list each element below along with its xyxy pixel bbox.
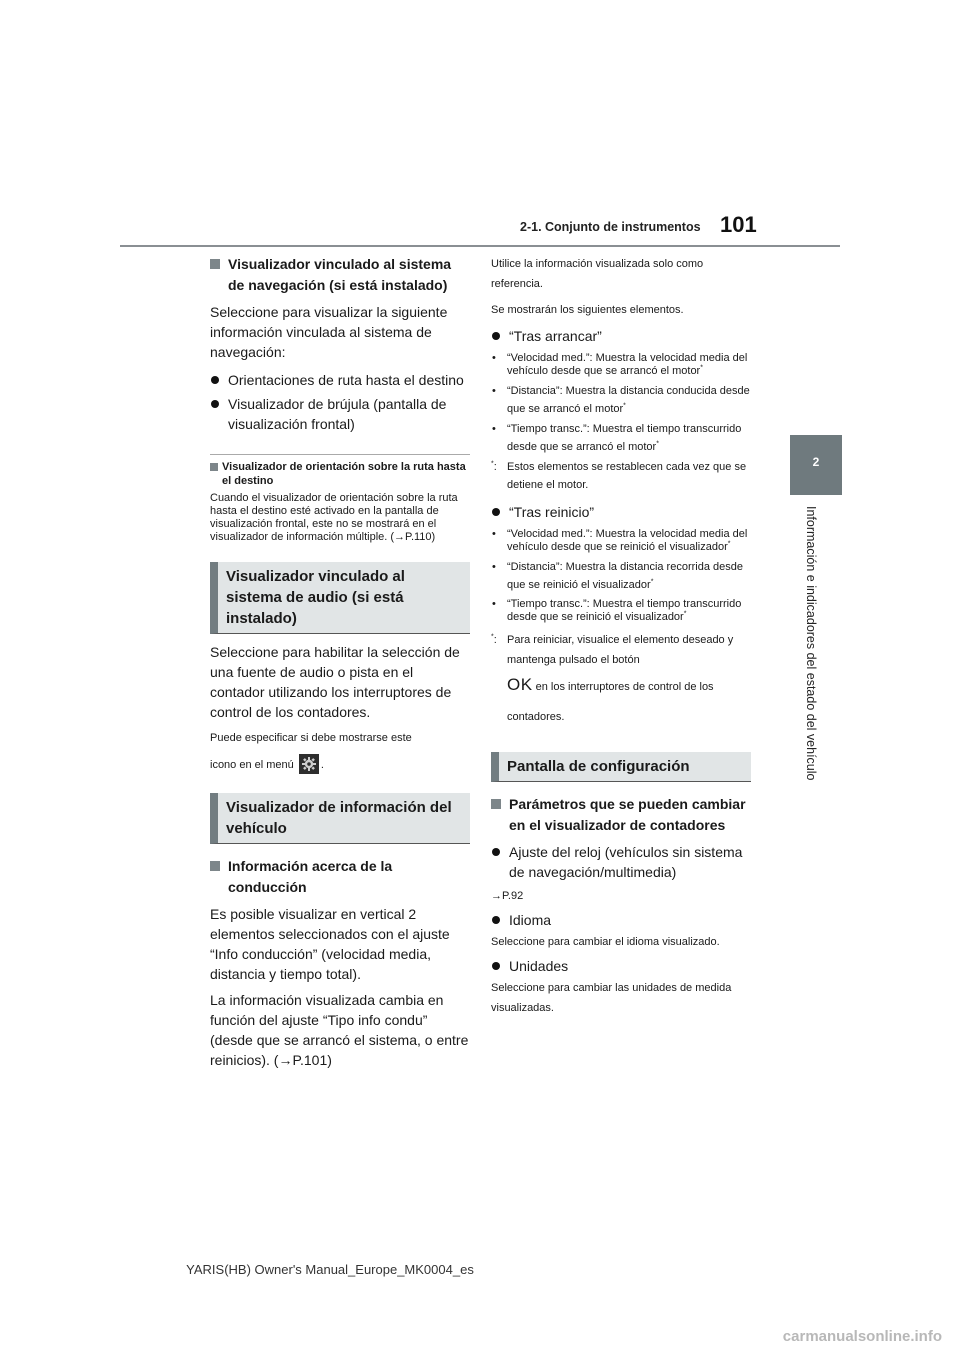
list-item: • “Distancia”: Muestra la distancia recorrida desde que se reinició el visualizador*	[492, 561, 743, 591]
audio-text: Seleccione para habilitar la selección de una fuente de audio o pista en el contador utilizando los interruptores de control de los contadores.	[210, 644, 460, 720]
round-bullet-icon	[492, 848, 500, 856]
bullet-after-reset: “Tras reinicio”	[491, 502, 751, 522]
heading-params: Parámetros que se pueden cambiar en el visualizador de contadores	[491, 794, 751, 836]
bullet-clock: Ajuste del reloj (vehículos sin sistema de navegación/multimedia)	[491, 842, 751, 882]
units-text: Seleccione para cambiar las unidades de medida visualizadas.	[491, 982, 732, 1014]
round-bullet-icon	[211, 376, 219, 384]
info-intro: Utilice la información visualizada solo como referencia.	[491, 258, 704, 290]
language-text: Seleccione para cambiar el idioma visualizado.	[491, 936, 720, 948]
footnote: *: Para reiniciar, visualice el elemento deseado y mantenga pulsado el botón	[491, 633, 734, 666]
info-intro2: Se mostrarán los siguientes elementos.	[491, 304, 684, 316]
heading-route-orientation: Visualizador de orientación sobre la ruta hasta el destino	[210, 461, 470, 488]
square-bullet-icon	[210, 861, 220, 871]
page-number: 101	[720, 212, 757, 237]
round-bullet-icon	[211, 400, 219, 408]
square-bullet-icon	[491, 799, 501, 809]
list-item: • “Tiempo transc.”: Muestra el tiempo transcurrido desde que se arrancó el motor*	[492, 423, 742, 453]
bullet-item: Orientaciones de ruta hasta el destino	[210, 370, 470, 390]
list-item: • “Velocidad med.”: Muestra la velocidad media del vehículo desde que se arrancó el motor*	[492, 352, 748, 377]
round-bullet-icon	[492, 962, 500, 970]
square-bullet-icon	[210, 259, 220, 269]
right-column	[491, 254, 751, 1018]
route-orientation-text: Cuando el visualizador de orientación sobre la ruta hasta el destino esté activado en la pantalla de visualización frontal, este no se mostrará en el visualizador de información múltiple. (→P.110)	[210, 492, 458, 543]
list-item: • “Velocidad med.”: Muestra la velocidad media del vehículo desde que se reinició el visualizador*	[492, 528, 748, 553]
chapter-title-vertical	[804, 506, 824, 806]
round-bullet-icon	[492, 508, 500, 516]
bullet-units: Unidades	[491, 956, 751, 976]
audio-note-line2: icono en el menú .	[210, 754, 470, 775]
ok-button-glyph: OK	[507, 675, 533, 694]
heading-driving-info: Información acerca de la conducción	[210, 856, 470, 898]
chapter-title-text: Información e indicadores del estado del vehículo	[804, 506, 818, 781]
bullet-after-start: “Tras arrancar”	[491, 326, 751, 346]
heading-nav-linked: Visualizador vinculado al sistema de navegación (si está instalado)	[210, 254, 470, 296]
bullet-item: Visualizador de brújula (pantalla de visualización frontal)	[210, 394, 470, 434]
running-header: 2-1. Conjunto de instrumentos	[520, 220, 701, 234]
footnote-cont: OK en los interruptores de control de los contadores.	[507, 675, 714, 723]
clock-ref: →P.92	[491, 890, 524, 902]
square-bullet-icon	[210, 463, 218, 471]
section-divider	[210, 454, 470, 455]
driving-info-text2: La información visualizada cambia en función del ajuste “Tipo info condu” (desde que se arrancó el sistema, o entre reinicios). (→P.101)	[210, 992, 469, 1068]
left-column	[210, 254, 470, 1070]
bullet-language: Idioma	[491, 910, 751, 930]
watermark: carmanualsonline.info	[782, 1328, 942, 1345]
list-item: • “Tiempo transc.”: Muestra el tiempo transcurrido desde que se reinició el visualizador*	[492, 598, 742, 623]
footer-manual-id: YARIS(HB) Owner's Manual_Europe_MK0004_es	[186, 1262, 474, 1277]
section-box-settings: Pantalla de configuración	[491, 752, 751, 782]
footnote: *: Estos elementos se restablecen cada vez que se detiene el motor.	[491, 460, 747, 491]
round-bullet-icon	[492, 332, 500, 340]
section-box-audio: Visualizador vinculado al sistema de audio (si está instalado)	[210, 562, 470, 634]
round-bullet-icon	[492, 916, 500, 924]
audio-note-line1: Puede especificar si debe mostrarse este	[210, 732, 412, 744]
header-rule	[120, 245, 840, 247]
section-box-vehicle-info: Visualizador de información del vehículo	[210, 793, 470, 844]
chapter-number: 2	[812, 455, 820, 469]
list-item: • “Distancia”: Muestra la distancia conducida desde que se arrancó el motor*	[492, 385, 750, 415]
gear-icon	[299, 754, 319, 774]
driving-info-text1: Es posible visualizar en vertical 2 elementos seleccionados con el ajuste “Info conducción” (velocidad media, distancia y tiempo total).	[210, 906, 450, 982]
nav-intro: Seleccione para visualizar la siguiente información vinculada al sistema de navegación:	[210, 304, 448, 360]
